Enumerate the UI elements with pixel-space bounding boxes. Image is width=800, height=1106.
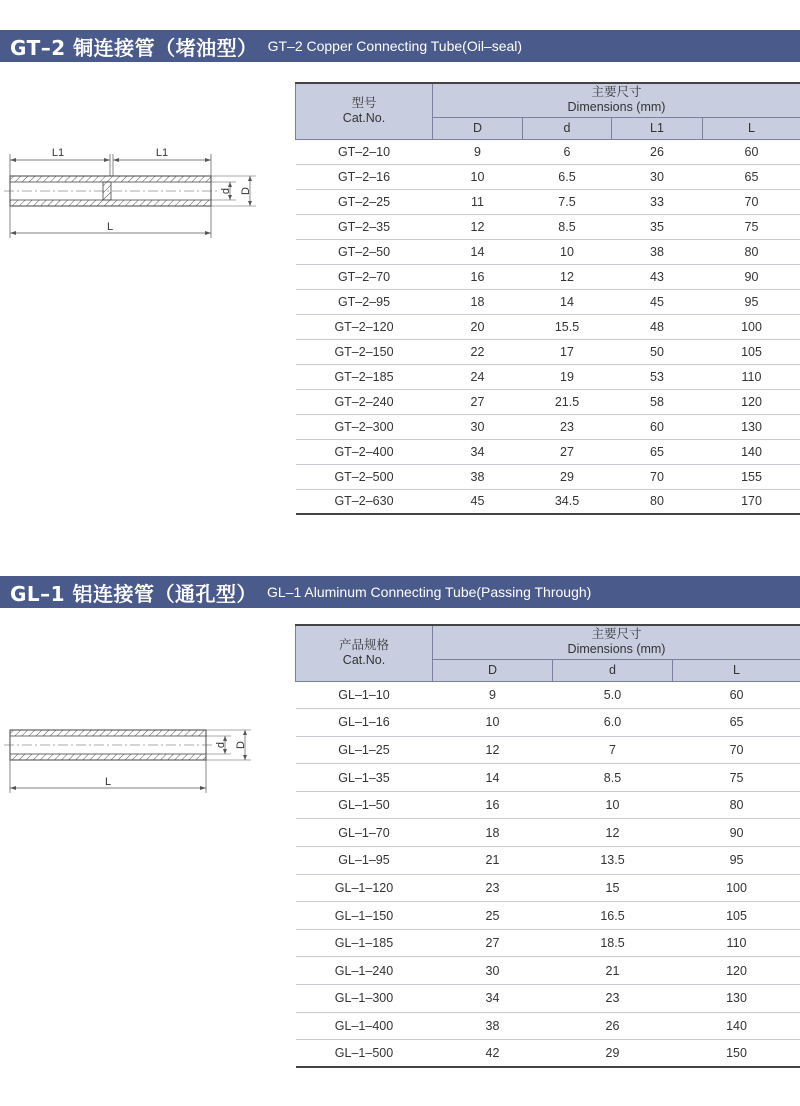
- gt2-cell-value: 60: [703, 139, 800, 164]
- gt2-cell-value: 65: [703, 164, 800, 189]
- gt2-table-row: [296, 364, 800, 389]
- gl1-cell-value: 21: [553, 957, 673, 985]
- gt2-label-l1-right: L1: [155, 147, 169, 159]
- gt2-cell-value: 95: [703, 289, 800, 314]
- gl1-cell-value: 110: [673, 929, 800, 957]
- gt2-cell-value: 7.5: [523, 189, 612, 214]
- gl1-cell-value: 27: [433, 929, 553, 957]
- gt2-cell-value: 35: [612, 214, 703, 239]
- gt2-cell-catno: GT–2–16: [296, 164, 433, 189]
- gt2-cell-value: 29: [523, 464, 612, 489]
- gl1-col-header: d: [553, 659, 673, 681]
- gl1-cell-catno: GL–1–35: [296, 764, 433, 792]
- gl1-cell-value: 8.5: [553, 764, 673, 792]
- gl1-cell-catno: GL–1–10: [296, 681, 433, 709]
- gl1-cell-value: 14: [433, 764, 553, 792]
- gt2-cell-value: 16: [433, 264, 523, 289]
- gl1-cell-value: 6.0: [553, 709, 673, 737]
- gt2-label-d-big: D: [240, 187, 252, 195]
- gt2-cell-value: 27: [433, 389, 523, 414]
- gl1-cell-catno: GL–1–95: [296, 847, 433, 875]
- gl1-cell-value: 15: [553, 874, 673, 902]
- gt2-cell-catno: GT–2–150: [296, 339, 433, 364]
- gt2-cell-value: 15.5: [523, 314, 612, 339]
- gt2-cell-value: 17: [523, 339, 612, 364]
- gt2-cell-value: 26: [612, 139, 703, 164]
- gl1-cell-value: 12: [553, 819, 673, 847]
- gl1-cell-value: 16: [433, 791, 553, 819]
- gt2-table-row: [296, 164, 800, 189]
- gt2-col-header: L1: [612, 117, 703, 139]
- gt2-table-row: [296, 264, 800, 289]
- gl1-cell-value: 38: [433, 1012, 553, 1040]
- gt2-cell-value: 14: [523, 289, 612, 314]
- gt2-table-row: [296, 189, 800, 214]
- gt2-cell-value: 8.5: [523, 214, 612, 239]
- gt2-table-row: [296, 239, 800, 264]
- gl1-spec-table: [295, 624, 800, 1068]
- gt2-cell-value: 34: [433, 439, 523, 464]
- gt2-cell-value: 22: [433, 339, 523, 364]
- gl1-cell-value: 18: [433, 819, 553, 847]
- gt2-cell-value: 130: [703, 414, 800, 439]
- gt2-cell-value: 11: [433, 189, 523, 214]
- gt2-cell-value: 12: [433, 214, 523, 239]
- gl1-cell-value: 105: [673, 902, 800, 930]
- gl1-cell-catno: GL–1–185: [296, 929, 433, 957]
- gt2-cell-value: 90: [703, 264, 800, 289]
- gt2-cell-value: 60: [612, 414, 703, 439]
- gl1-table-row: [296, 709, 800, 737]
- gl1-cell-value: 120: [673, 957, 800, 985]
- section-gt2-title-en: GT–2 Copper Connecting Tube(Oil–seal): [267, 38, 523, 54]
- gl1-cell-catno: GL–1–50: [296, 791, 433, 819]
- section-gl1-title-cn: GL–1 铝连接管（通孔型）: [10, 581, 258, 606]
- gl1-cell-value: 100: [673, 874, 800, 902]
- gl1-table-row: [296, 1012, 800, 1040]
- gt2-cell-catno: GT–2–120: [296, 314, 433, 339]
- gl1-cell-value: 9: [433, 681, 553, 709]
- gt2-cell-value: 53: [612, 364, 703, 389]
- gt2-cell-value: 9: [433, 139, 523, 164]
- gt2-cell-value: 70: [612, 464, 703, 489]
- gt2-header-dims-en: Dimensions (mm): [567, 100, 666, 115]
- gt2-spec-table: [295, 82, 800, 515]
- gl1-cell-catno: GL–1–25: [296, 736, 433, 764]
- gl1-col-header: L: [673, 659, 800, 681]
- gt2-cell-value: 6.5: [523, 164, 612, 189]
- gt2-cell-value: 45: [433, 489, 523, 514]
- gl1-cell-value: 140: [673, 1012, 800, 1040]
- gt2-cell-value: 80: [612, 489, 703, 514]
- gt2-table-row: [296, 139, 800, 164]
- gl1-cell-value: 5.0: [553, 681, 673, 709]
- gl1-table-row: [296, 736, 800, 764]
- gt2-cell-catno: GT–2–10: [296, 139, 433, 164]
- gt2-table-row: [296, 214, 800, 239]
- gl1-technical-drawing: [0, 715, 270, 800]
- section-gt2-title-cn: GT–2 铜连接管（堵油型）: [10, 35, 258, 60]
- gt2-cell-value: 38: [433, 464, 523, 489]
- gt2-cell-value: 14: [433, 239, 523, 264]
- gl1-table-row: [296, 819, 800, 847]
- gt2-cell-catno: GT–2–95: [296, 289, 433, 314]
- gt2-cell-value: 45: [612, 289, 703, 314]
- section-gt2-banner: [0, 30, 800, 62]
- gl1-table-row: [296, 764, 800, 792]
- gl1-header-dims-en: Dimensions (mm): [567, 642, 666, 657]
- gl1-table-body: [296, 681, 800, 1067]
- gl1-cell-catno: GL–1–120: [296, 874, 433, 902]
- gl1-header-dims-cn: 主要尺寸: [591, 627, 642, 642]
- gl1-cell-value: 42: [433, 1040, 553, 1068]
- gt2-cell-value: 140: [703, 439, 800, 464]
- gt2-cell-value: 75: [703, 214, 800, 239]
- gt2-col-header: d: [523, 117, 612, 139]
- gt2-col-header: L: [703, 117, 800, 139]
- gl1-table-row: [296, 957, 800, 985]
- gt2-cell-value: 10: [433, 164, 523, 189]
- gt2-table-row: [296, 314, 800, 339]
- gl1-cell-value: 65: [673, 709, 800, 737]
- gt2-header-dims-cn: 主要尺寸: [591, 85, 642, 100]
- gl1-table-row: [296, 985, 800, 1013]
- gl1-cell-value: 90: [673, 819, 800, 847]
- gt2-cell-value: 10: [523, 239, 612, 264]
- gt2-header-cat-en: Cat.No.: [342, 111, 386, 126]
- gl1-header-cat-cn: 产品规格: [338, 638, 389, 653]
- gt2-cell-value: 33: [612, 189, 703, 214]
- gt2-label-l1-left: L1: [51, 147, 65, 159]
- gt2-cell-value: 100: [703, 314, 800, 339]
- gt2-cell-value: 43: [612, 264, 703, 289]
- gl1-cell-value: 21: [433, 847, 553, 875]
- gt2-table-body: [296, 139, 800, 514]
- gl1-cell-value: 30: [433, 957, 553, 985]
- gl1-cell-value: 60: [673, 681, 800, 709]
- section-gl1-title-en: GL–1 Aluminum Connecting Tube(Passing Through): [267, 584, 592, 600]
- gl1-cell-catno: GL–1–240: [296, 957, 433, 985]
- gt2-label-length: L: [106, 221, 114, 233]
- gt2-cell-value: 80: [703, 239, 800, 264]
- gt2-cell-value: 30: [433, 414, 523, 439]
- gt2-cell-catno: GT–2–300: [296, 414, 433, 439]
- gt2-cell-value: 18: [433, 289, 523, 314]
- gt2-cell-catno: GT–2–70: [296, 264, 433, 289]
- gl1-cell-value: 95: [673, 847, 800, 875]
- gl1-cell-value: 34: [433, 985, 553, 1013]
- gt2-cell-value: 48: [612, 314, 703, 339]
- gl1-cell-value: 150: [673, 1040, 800, 1068]
- gt2-col-header: D: [433, 117, 523, 139]
- gt2-technical-drawing: [0, 140, 270, 240]
- gt2-cell-value: 21.5: [523, 389, 612, 414]
- gt2-header-dimensions: [433, 83, 800, 117]
- gt2-cell-catno: GT–2–25: [296, 189, 433, 214]
- gt2-table-row: [296, 414, 800, 439]
- gl1-cell-value: 130: [673, 985, 800, 1013]
- gl1-cell-value: 75: [673, 764, 800, 792]
- gl1-table-row: [296, 902, 800, 930]
- gl1-cell-value: 10: [553, 791, 673, 819]
- gl1-cell-value: 26: [553, 1012, 673, 1040]
- gl1-cell-value: 16.5: [553, 902, 673, 930]
- gt2-cell-value: 27: [523, 439, 612, 464]
- gt2-cell-catno: GT–2–50: [296, 239, 433, 264]
- gl1-table-row: [296, 1040, 800, 1068]
- gt2-header-catno: [296, 83, 433, 139]
- gt2-cell-value: 155: [703, 464, 800, 489]
- gl1-cell-value: 18.5: [553, 929, 673, 957]
- gt2-cell-value: 50: [612, 339, 703, 364]
- gt2-table-row: [296, 389, 800, 414]
- gt2-cell-value: 34.5: [523, 489, 612, 514]
- gt2-cell-value: 19: [523, 364, 612, 389]
- gt2-cell-catno: GT–2–35: [296, 214, 433, 239]
- gl1-header-cat-en: Cat.No.: [342, 653, 386, 668]
- gl1-table-row: [296, 929, 800, 957]
- gt2-table-row: [296, 464, 800, 489]
- gl1-cell-value: 13.5: [553, 847, 673, 875]
- gl1-table-row: [296, 791, 800, 819]
- gl1-col-header: D: [433, 659, 553, 681]
- gt2-cell-value: 120: [703, 389, 800, 414]
- gl1-header-dimensions: [433, 625, 800, 659]
- gl1-cell-catno: GL–1–70: [296, 819, 433, 847]
- gt2-table-row: [296, 289, 800, 314]
- gt2-label-d-small: d: [220, 187, 232, 195]
- gt2-table-row: [296, 489, 800, 514]
- gt2-cell-value: 20: [433, 314, 523, 339]
- gt2-cell-value: 105: [703, 339, 800, 364]
- gt2-cell-value: 30: [612, 164, 703, 189]
- gl1-cell-catno: GL–1–500: [296, 1040, 433, 1068]
- section-gl1-banner: [0, 576, 800, 608]
- gt2-header-cat-cn: 型号: [351, 96, 377, 111]
- gl1-cell-catno: GL–1–150: [296, 902, 433, 930]
- gl1-cell-value: 7: [553, 736, 673, 764]
- gl1-cell-value: 10: [433, 709, 553, 737]
- gt2-cell-value: 70: [703, 189, 800, 214]
- gt2-cell-catno: GT–2–240: [296, 389, 433, 414]
- gt2-table-row: [296, 439, 800, 464]
- gl1-label-length: L: [104, 776, 112, 788]
- gt2-cell-value: 170: [703, 489, 800, 514]
- gl1-cell-value: 23: [433, 874, 553, 902]
- gl1-table-row: [296, 681, 800, 709]
- gl1-table-row: [296, 847, 800, 875]
- gt2-cell-catno: GT–2–500: [296, 464, 433, 489]
- gl1-cell-catno: GL–1–400: [296, 1012, 433, 1040]
- gl1-table-row: [296, 874, 800, 902]
- gl1-cell-value: 29: [553, 1040, 673, 1068]
- gt2-cell-value: 58: [612, 389, 703, 414]
- gl1-label-d-big: D: [235, 741, 247, 749]
- gl1-cell-value: 25: [433, 902, 553, 930]
- gt2-cell-value: 24: [433, 364, 523, 389]
- gl1-header-catno: [296, 625, 433, 681]
- gt2-cell-value: 6: [523, 139, 612, 164]
- gl1-cell-value: 70: [673, 736, 800, 764]
- gt2-cell-catno: GT–2–400: [296, 439, 433, 464]
- gl1-cell-value: 23: [553, 985, 673, 1013]
- gl1-label-d-small: d: [215, 741, 227, 749]
- gt2-cell-value: 23: [523, 414, 612, 439]
- gl1-cell-catno: GL–1–300: [296, 985, 433, 1013]
- gt2-cell-value: 110: [703, 364, 800, 389]
- gt2-cell-catno: GT–2–630: [296, 489, 433, 514]
- gt2-cell-value: 38: [612, 239, 703, 264]
- gl1-cell-value: 12: [433, 736, 553, 764]
- gl1-cell-catno: GL–1–16: [296, 709, 433, 737]
- gt2-cell-value: 65: [612, 439, 703, 464]
- gl1-cell-value: 80: [673, 791, 800, 819]
- gt2-cell-value: 12: [523, 264, 612, 289]
- gt2-table-row: [296, 339, 800, 364]
- gt2-cell-catno: GT–2–185: [296, 364, 433, 389]
